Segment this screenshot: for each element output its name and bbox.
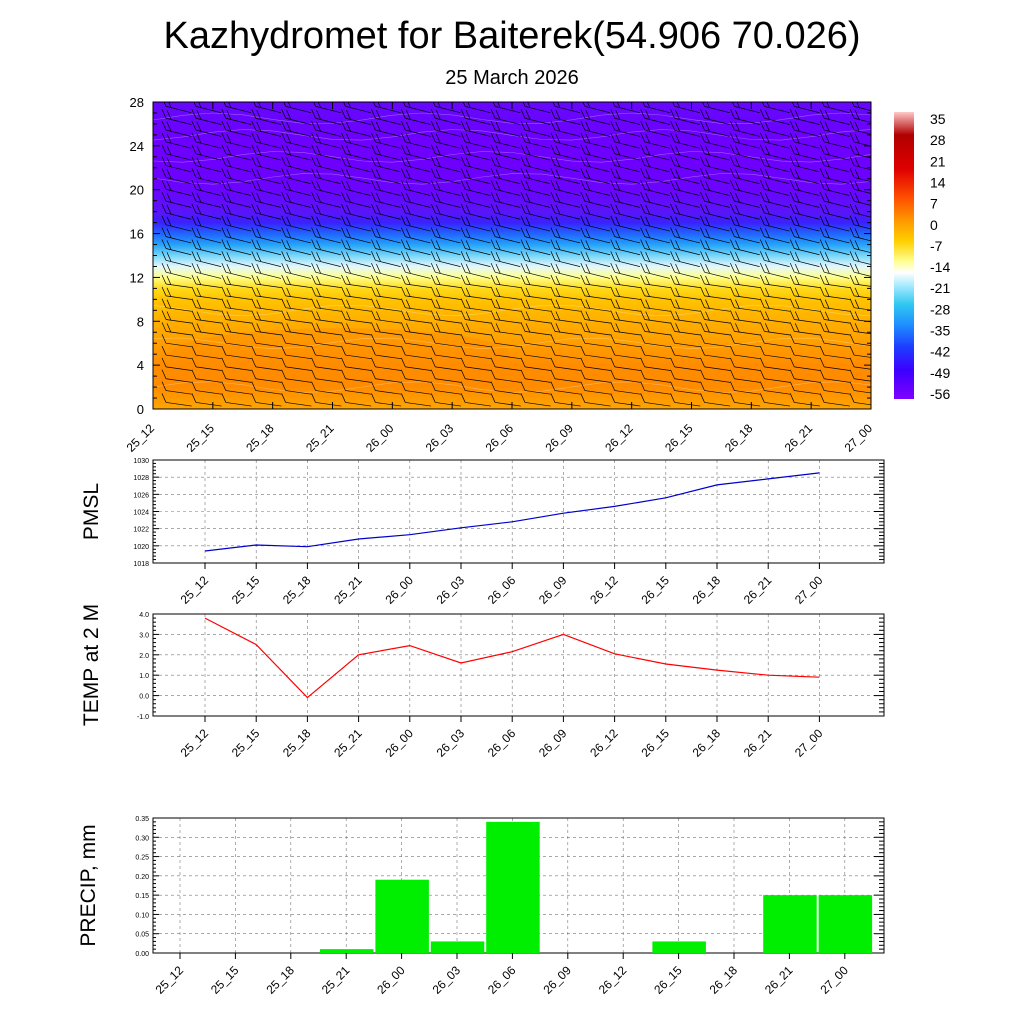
x-tick-label: 25_15 xyxy=(228,573,263,607)
colorbar-label: 21 xyxy=(930,153,946,170)
y-tick-label: 0.35 xyxy=(135,816,149,823)
precip-bar xyxy=(375,880,429,953)
y-tick-label: 0 xyxy=(136,402,144,417)
x-tick-label: 26_06 xyxy=(484,573,519,607)
x-tick-label: 26_21 xyxy=(762,963,796,997)
heatmap-warm-pocket xyxy=(170,328,510,380)
x-tick-label: 26_12 xyxy=(595,963,630,997)
colorbar-label: -28 xyxy=(930,301,951,318)
x-tick-label: 26_03 xyxy=(433,726,468,760)
y-tick-label: 1.0 xyxy=(139,673,149,681)
x-tick-label: 26_03 xyxy=(433,573,468,607)
y-tick-label: 0.05 xyxy=(135,931,149,939)
y-tick-label: 24 xyxy=(129,138,144,154)
x-tick-label: 27_00 xyxy=(841,421,876,455)
y-tick-label: 28 xyxy=(129,95,144,110)
x-tick-label: 26_12 xyxy=(602,421,636,455)
colorbar-label: -56 xyxy=(930,386,951,402)
x-tick-label: 25_21 xyxy=(331,573,365,607)
x-tick-label: 26_00 xyxy=(374,963,408,997)
y-tick-label: 1030 xyxy=(133,458,149,465)
y-tick-label: -1.0 xyxy=(136,714,149,721)
colorbar-label: -7 xyxy=(930,237,943,254)
x-tick-label: 25_18 xyxy=(280,726,314,760)
x-tick-label: 26_21 xyxy=(740,573,775,607)
x-tick-label: 25_18 xyxy=(263,963,297,997)
vertical-profile-chart xyxy=(124,95,951,455)
temp-chart xyxy=(80,604,884,760)
y-tick-label: 16 xyxy=(129,226,144,242)
precip-bar xyxy=(819,895,873,953)
precip-bar xyxy=(431,941,485,953)
x-tick-label: 26_09 xyxy=(542,421,576,455)
y-tick-label: 4.0 xyxy=(139,612,149,619)
y-tick-label: 0.00 xyxy=(135,951,149,958)
precip-bar xyxy=(486,822,540,953)
chart-subtitle: 25 March 2026 xyxy=(445,67,579,89)
y-tick-label: 4 xyxy=(136,358,144,374)
y-tick-label: 1026 xyxy=(133,492,149,500)
y-tick-label: 1028 xyxy=(133,475,149,483)
precip-chart xyxy=(77,816,884,997)
x-tick-label: 25_15 xyxy=(183,421,217,455)
colorbar-label: -42 xyxy=(930,343,951,360)
precip-bar xyxy=(763,895,817,953)
x-tick-label: 26_21 xyxy=(781,421,816,455)
y-tick-label: 0.25 xyxy=(135,854,149,862)
colorbar-label: -49 xyxy=(930,364,951,381)
y-tick-label: 8 xyxy=(136,314,144,330)
y-tick-label: 12 xyxy=(129,270,144,286)
x-tick-label: 26_18 xyxy=(706,963,741,997)
colorbar-label: -14 xyxy=(930,259,951,276)
y-tick-label: 0.20 xyxy=(135,873,149,881)
x-tick-label: 26_06 xyxy=(482,421,517,455)
y-tick-label: 0.15 xyxy=(135,893,149,901)
x-tick-label: 25_15 xyxy=(228,726,263,760)
colorbar xyxy=(894,112,914,399)
x-tick-label: 26_00 xyxy=(362,421,397,455)
precip-bar xyxy=(652,941,706,953)
y-tick-label: 0.0 xyxy=(139,693,149,701)
precip-bar xyxy=(320,949,374,953)
y-tick-label: 1024 xyxy=(133,509,149,517)
y-tick-label: 1018 xyxy=(133,561,149,568)
colorbar-label: -21 xyxy=(930,280,951,297)
y-tick-label: 2.0 xyxy=(139,652,149,660)
x-tick-label: 25_15 xyxy=(208,963,242,997)
x-tick-label: 25_21 xyxy=(331,726,365,760)
x-tick-label: 26_06 xyxy=(485,963,519,997)
x-tick-label: 26_09 xyxy=(536,726,570,760)
x-tick-label: 26_09 xyxy=(536,573,570,607)
x-tick-label: 26_21 xyxy=(740,726,775,760)
x-tick-label: 27_00 xyxy=(792,726,826,760)
x-tick-label: 25_18 xyxy=(280,573,314,607)
x-tick-label: 26_12 xyxy=(587,726,621,760)
x-tick-label: 25_12 xyxy=(123,421,158,455)
colorbar-label: 35 xyxy=(930,111,946,127)
y-axis-label: PRECIP, mm xyxy=(77,824,100,947)
x-tick-label: 26_18 xyxy=(689,726,724,760)
y-axis-label: TEMP at 2 M xyxy=(80,603,103,727)
y-tick-label: 3.0 xyxy=(139,632,149,640)
x-tick-label: 26_15 xyxy=(638,573,672,607)
x-tick-label: 27_00 xyxy=(817,963,851,997)
colorbar-label: -35 xyxy=(930,322,951,339)
x-tick-label: 26_15 xyxy=(638,726,672,760)
x-tick-label: 27_00 xyxy=(792,573,826,607)
y-tick-label: 0.30 xyxy=(135,835,149,843)
y-tick-label: 0.10 xyxy=(135,912,149,920)
x-tick-label: 26_00 xyxy=(382,573,416,607)
x-tick-label: 26_18 xyxy=(721,421,756,455)
y-tick-label: 20 xyxy=(129,182,144,198)
x-tick-label: 25_21 xyxy=(318,963,353,997)
chart-title: Kazhydromet for Baiterek(54.906 70.026) xyxy=(163,15,861,57)
x-tick-label: 26_06 xyxy=(484,726,519,760)
x-tick-label: 26_09 xyxy=(540,963,574,997)
x-tick-label: 25_21 xyxy=(303,421,337,455)
pmsl-chart xyxy=(80,458,884,607)
x-tick-label: 25_18 xyxy=(243,421,277,455)
colorbar-label: 28 xyxy=(930,132,946,149)
y-tick-label: 1022 xyxy=(133,526,149,534)
x-tick-label: 26_00 xyxy=(382,726,416,760)
x-tick-label: 26_12 xyxy=(587,573,621,607)
grid-lines xyxy=(153,614,884,716)
y-axis-label: PMSL xyxy=(80,482,103,541)
y-tick-label: 1020 xyxy=(133,543,149,551)
x-tick-label: 26_03 xyxy=(429,963,464,997)
x-tick-label: 26_03 xyxy=(422,421,457,455)
x-tick-label: 25_12 xyxy=(177,573,212,607)
x-tick-label: 26_18 xyxy=(689,573,724,607)
x-tick-label: 25_12 xyxy=(152,963,187,997)
colorbar-label: 14 xyxy=(930,174,946,191)
grid-lines xyxy=(153,460,884,563)
x-tick-label: 26_15 xyxy=(662,421,696,455)
colorbar-label: 0 xyxy=(930,216,938,233)
colorbar-label: 7 xyxy=(930,195,938,212)
panel-frame xyxy=(153,614,884,716)
x-tick-label: 26_15 xyxy=(651,963,685,997)
x-tick-label: 25_12 xyxy=(177,726,212,760)
